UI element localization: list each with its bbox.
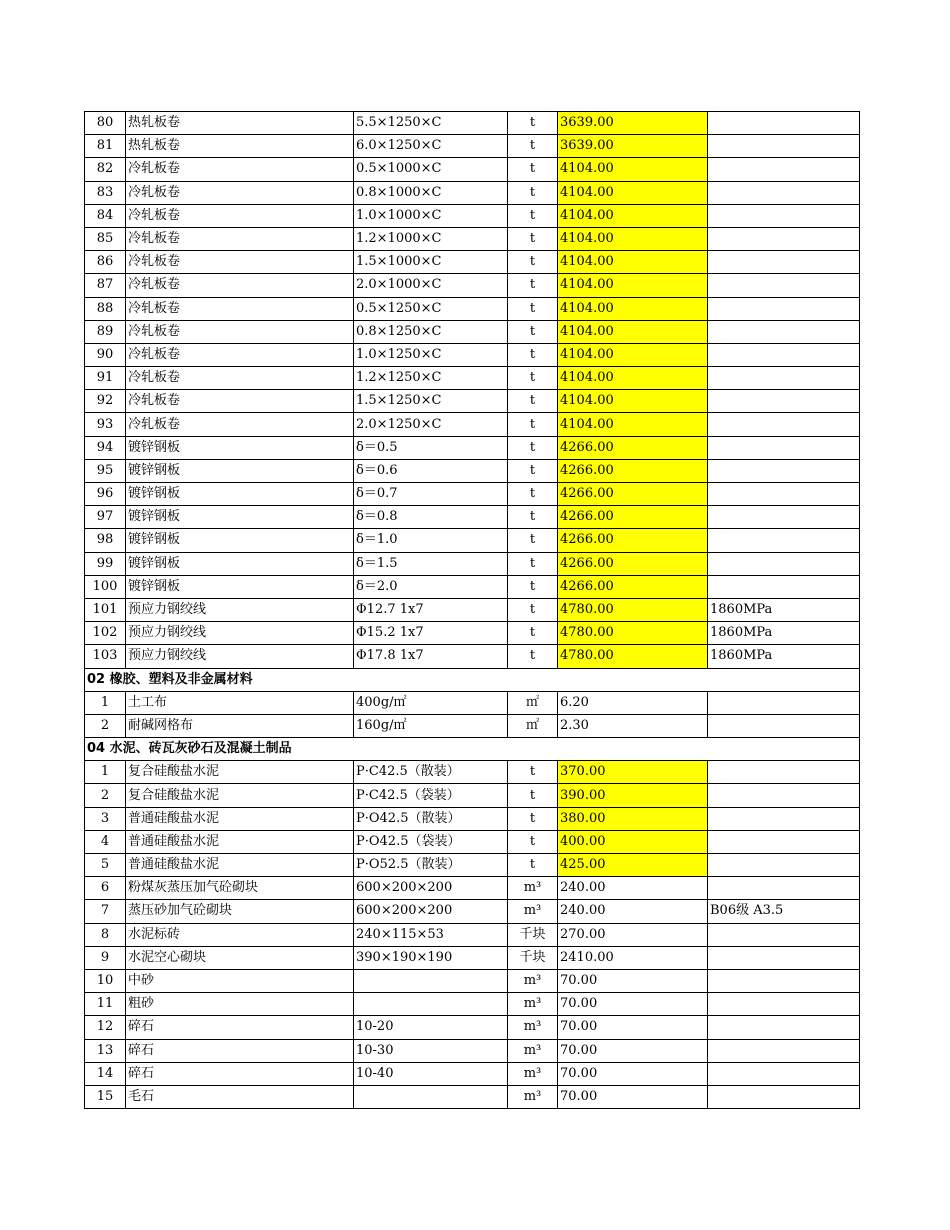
row-number-cell[interactable]: 83 <box>85 181 126 204</box>
table-row <box>85 993 860 1016</box>
note-cell[interactable] <box>708 923 860 946</box>
price-cell[interactable]: 4104.00 <box>558 274 708 297</box>
price-cell[interactable]: 4104.00 <box>558 204 708 227</box>
unit-cell[interactable]: t <box>508 413 558 436</box>
unit-cell[interactable]: t <box>508 436 558 459</box>
row-number-cell[interactable]: 88 <box>85 297 126 320</box>
material-name-cell[interactable]: 镀锌钢板 <box>126 575 354 598</box>
unit-cell[interactable]: t <box>508 575 558 598</box>
spec-cell[interactable]: 2.0×1250×C <box>354 413 508 436</box>
table-row <box>85 459 860 482</box>
material-name-cell[interactable]: 镀锌钢板 <box>126 483 354 506</box>
unit-cell[interactable]: t <box>508 830 558 853</box>
row-number-cell[interactable]: 98 <box>85 529 126 552</box>
price-cell[interactable]: 70.00 <box>558 1016 708 1039</box>
spec-cell[interactable]: δ＝2.0 <box>354 575 508 598</box>
price-cell[interactable]: 4266.00 <box>558 529 708 552</box>
price-table <box>84 111 860 1109</box>
unit-cell[interactable]: m³ <box>508 900 558 923</box>
price-cell[interactable]: 390.00 <box>558 784 708 807</box>
unit-cell[interactable]: t <box>508 274 558 297</box>
spec-cell[interactable]: P·C42.5（袋装） <box>354 784 508 807</box>
note-cell[interactable] <box>708 367 860 390</box>
material-name-cell[interactable]: 冷轧板卷 <box>126 367 354 390</box>
table-row <box>85 552 860 575</box>
unit-cell[interactable]: m³ <box>508 1085 558 1108</box>
spec-cell[interactable]: 600×200×200 <box>354 900 508 923</box>
row-number-cell[interactable]: 9 <box>85 946 126 969</box>
table-row <box>85 529 860 552</box>
row-number-cell[interactable]: 3 <box>85 807 126 830</box>
price-cell[interactable]: 4104.00 <box>558 390 708 413</box>
spec-cell[interactable]: P·O52.5（散装） <box>354 854 508 877</box>
note-cell[interactable] <box>708 761 860 784</box>
material-name-cell[interactable]: 冷轧板卷 <box>126 343 354 366</box>
material-name-cell[interactable]: 碎石 <box>126 1039 354 1062</box>
table-row <box>85 1062 860 1085</box>
unit-cell[interactable]: ㎡ <box>508 714 558 737</box>
material-name-cell[interactable]: 冷轧板卷 <box>126 158 354 181</box>
spec-cell[interactable]: 2.0×1000×C <box>354 274 508 297</box>
price-cell[interactable]: 4104.00 <box>558 251 708 274</box>
row-number-cell[interactable]: 89 <box>85 320 126 343</box>
table-row <box>85 877 860 900</box>
material-name-cell[interactable]: 碎石 <box>126 1062 354 1085</box>
material-name-cell[interactable]: 水泥空心砌块 <box>126 946 354 969</box>
spec-cell[interactable]: 400g/㎡ <box>354 691 508 714</box>
unit-cell[interactable]: t <box>508 483 558 506</box>
price-cell[interactable]: 240.00 <box>558 877 708 900</box>
material-name-cell[interactable]: 冷轧板卷 <box>126 320 354 343</box>
table-row <box>85 181 860 204</box>
row-number-cell[interactable]: 2 <box>85 714 126 737</box>
unit-cell[interactable]: t <box>508 529 558 552</box>
unit-cell[interactable]: t <box>508 135 558 158</box>
row-number-cell[interactable]: 86 <box>85 251 126 274</box>
table-row <box>85 969 860 992</box>
material-name-cell[interactable]: 冷轧板卷 <box>126 297 354 320</box>
spec-cell[interactable]: P·O42.5（散装） <box>354 807 508 830</box>
spec-cell[interactable]: δ＝0.7 <box>354 483 508 506</box>
note-cell[interactable] <box>708 830 860 853</box>
price-cell[interactable]: 4266.00 <box>558 575 708 598</box>
unit-cell[interactable]: m³ <box>508 969 558 992</box>
spec-cell[interactable]: Φ12.7 1x7 <box>354 598 508 621</box>
table-row <box>85 946 860 969</box>
note-cell[interactable] <box>708 1039 860 1062</box>
row-number-cell[interactable]: 13 <box>85 1039 126 1062</box>
price-cell[interactable]: 4104.00 <box>558 227 708 250</box>
note-cell[interactable] <box>708 1085 860 1108</box>
material-name-cell[interactable]: 普通硅酸盐水泥 <box>126 830 354 853</box>
section-title[interactable]: 04 水泥、砖瓦灰砂石及混凝土制品 <box>85 738 860 761</box>
material-name-cell[interactable]: 土工布 <box>126 691 354 714</box>
material-name-cell[interactable]: 碎石 <box>126 1016 354 1039</box>
unit-cell[interactable]: t <box>508 112 558 135</box>
price-cell[interactable]: 4780.00 <box>558 598 708 621</box>
note-cell[interactable]: 1860MPa <box>708 622 860 645</box>
spec-cell[interactable]: 10-40 <box>354 1062 508 1085</box>
price-cell[interactable]: 4104.00 <box>558 343 708 366</box>
material-name-cell[interactable]: 热轧板卷 <box>126 112 354 135</box>
material-name-cell[interactable]: 冷轧板卷 <box>126 181 354 204</box>
unit-cell[interactable]: ㎡ <box>508 691 558 714</box>
price-cell[interactable]: 4780.00 <box>558 645 708 668</box>
unit-cell[interactable]: m³ <box>508 1062 558 1085</box>
note-cell[interactable] <box>708 274 860 297</box>
table-row <box>85 622 860 645</box>
material-name-cell[interactable]: 热轧板卷 <box>126 135 354 158</box>
unit-cell[interactable]: 千块 <box>508 946 558 969</box>
table-row <box>85 367 860 390</box>
material-name-cell[interactable]: 耐碱网格布 <box>126 714 354 737</box>
note-cell[interactable] <box>708 436 860 459</box>
row-number-cell[interactable]: 5 <box>85 854 126 877</box>
price-cell[interactable]: 70.00 <box>558 1062 708 1085</box>
table-row <box>85 761 860 784</box>
spec-cell[interactable]: 6.0×1250×C <box>354 135 508 158</box>
unit-cell[interactable]: t <box>508 761 558 784</box>
row-number-cell[interactable]: 80 <box>85 112 126 135</box>
price-cell[interactable]: 70.00 <box>558 969 708 992</box>
table-row <box>85 436 860 459</box>
table-row <box>85 204 860 227</box>
row-number-cell[interactable]: 11 <box>85 993 126 1016</box>
price-cell[interactable]: 370.00 <box>558 761 708 784</box>
table-row <box>85 575 860 598</box>
table-row <box>85 506 860 529</box>
note-cell[interactable] <box>708 529 860 552</box>
note-cell[interactable] <box>708 390 860 413</box>
price-cell[interactable]: 2410.00 <box>558 946 708 969</box>
note-cell[interactable] <box>708 135 860 158</box>
table-row <box>85 390 860 413</box>
table-row <box>85 1016 860 1039</box>
spec-cell[interactable]: 10-20 <box>354 1016 508 1039</box>
unit-cell[interactable]: t <box>508 367 558 390</box>
note-cell[interactable] <box>708 158 860 181</box>
row-number-cell[interactable]: 7 <box>85 900 126 923</box>
section-header-row <box>85 738 860 761</box>
price-cell[interactable]: 3639.00 <box>558 112 708 135</box>
price-table-body <box>85 112 860 1109</box>
price-cell[interactable]: 425.00 <box>558 854 708 877</box>
note-cell[interactable] <box>708 784 860 807</box>
material-name-cell[interactable]: 镀锌钢板 <box>126 552 354 575</box>
table-row <box>85 297 860 320</box>
unit-cell[interactable]: m³ <box>508 1039 558 1062</box>
material-name-cell[interactable]: 粉煤灰蒸压加气砼砌块 <box>126 877 354 900</box>
row-number-cell[interactable]: 103 <box>85 645 126 668</box>
price-cell[interactable]: 380.00 <box>558 807 708 830</box>
price-cell[interactable]: 4104.00 <box>558 297 708 320</box>
table-row <box>85 343 860 366</box>
unit-cell[interactable]: t <box>508 506 558 529</box>
table-row <box>85 807 860 830</box>
note-cell[interactable] <box>708 993 860 1016</box>
note-cell[interactable] <box>708 483 860 506</box>
unit-cell[interactable]: t <box>508 622 558 645</box>
spec-cell[interactable]: δ＝0.5 <box>354 436 508 459</box>
section-header-row <box>85 668 860 691</box>
price-cell[interactable]: 4780.00 <box>558 622 708 645</box>
spec-cell[interactable]: δ＝1.5 <box>354 552 508 575</box>
row-number-cell[interactable]: 1 <box>85 761 126 784</box>
note-cell[interactable]: 1860MPa <box>708 645 860 668</box>
material-name-cell[interactable]: 蒸压砂加气砼砌块 <box>126 900 354 923</box>
unit-cell[interactable]: t <box>508 598 558 621</box>
price-cell[interactable]: 4104.00 <box>558 181 708 204</box>
material-name-cell[interactable]: 镀锌钢板 <box>126 436 354 459</box>
table-row <box>85 251 860 274</box>
row-number-cell[interactable]: 94 <box>85 436 126 459</box>
price-cell[interactable]: 2.30 <box>558 714 708 737</box>
table-row <box>85 714 860 737</box>
unit-cell[interactable]: t <box>508 181 558 204</box>
table-row <box>85 112 860 135</box>
spec-cell[interactable]: 240×115×53 <box>354 923 508 946</box>
row-number-cell[interactable]: 100 <box>85 575 126 598</box>
table-row <box>85 483 860 506</box>
unit-cell[interactable]: t <box>508 854 558 877</box>
material-name-cell[interactable]: 冷轧板卷 <box>126 390 354 413</box>
note-cell[interactable] <box>708 204 860 227</box>
note-cell[interactable] <box>708 343 860 366</box>
note-cell[interactable] <box>708 1062 860 1085</box>
unit-cell[interactable]: t <box>508 390 558 413</box>
table-row <box>85 135 860 158</box>
table-row <box>85 1039 860 1062</box>
material-name-cell[interactable]: 毛石 <box>126 1085 354 1108</box>
row-number-cell[interactable]: 82 <box>85 158 126 181</box>
note-cell[interactable] <box>708 181 860 204</box>
material-name-cell[interactable]: 预应力钢绞线 <box>126 645 354 668</box>
spec-cell[interactable]: 1.0×1250×C <box>354 343 508 366</box>
table-row <box>85 830 860 853</box>
unit-cell[interactable]: 千块 <box>508 923 558 946</box>
price-cell[interactable]: 70.00 <box>558 1039 708 1062</box>
spec-cell[interactable]: 390×190×190 <box>354 946 508 969</box>
spec-cell[interactable] <box>354 1085 508 1108</box>
row-number-cell[interactable]: 81 <box>85 135 126 158</box>
material-name-cell[interactable]: 中砂 <box>126 969 354 992</box>
price-cell[interactable]: 70.00 <box>558 1085 708 1108</box>
row-number-cell[interactable]: 97 <box>85 506 126 529</box>
row-number-cell[interactable]: 90 <box>85 343 126 366</box>
note-cell[interactable] <box>708 251 860 274</box>
spec-cell[interactable]: 160g/㎡ <box>354 714 508 737</box>
spec-cell[interactable]: 0.5×1000×C <box>354 158 508 181</box>
unit-cell[interactable]: t <box>508 807 558 830</box>
note-cell[interactable] <box>708 1016 860 1039</box>
row-number-cell[interactable]: 4 <box>85 830 126 853</box>
material-name-cell[interactable]: 镀锌钢板 <box>126 529 354 552</box>
price-cell[interactable]: 4104.00 <box>558 367 708 390</box>
note-cell[interactable] <box>708 552 860 575</box>
price-cell[interactable]: 3639.00 <box>558 135 708 158</box>
table-row <box>85 645 860 668</box>
unit-cell[interactable]: m³ <box>508 877 558 900</box>
spec-cell[interactable]: 0.8×1250×C <box>354 320 508 343</box>
table-row <box>85 1085 860 1108</box>
spec-cell[interactable]: δ＝1.0 <box>354 529 508 552</box>
spec-cell[interactable]: 10-30 <box>354 1039 508 1062</box>
spec-cell[interactable]: δ＝0.8 <box>354 506 508 529</box>
spec-cell[interactable]: 1.5×1000×C <box>354 251 508 274</box>
price-cell[interactable]: 400.00 <box>558 830 708 853</box>
spec-cell[interactable]: 5.5×1250×C <box>354 112 508 135</box>
table-row <box>85 923 860 946</box>
unit-cell[interactable]: t <box>508 320 558 343</box>
material-name-cell[interactable]: 冷轧板卷 <box>126 204 354 227</box>
material-name-cell[interactable]: 冷轧板卷 <box>126 227 354 250</box>
spec-cell[interactable]: 1.0×1000×C <box>354 204 508 227</box>
row-number-cell[interactable]: 8 <box>85 923 126 946</box>
note-cell[interactable]: B06级 A3.5 <box>708 900 860 923</box>
spec-cell[interactable] <box>354 969 508 992</box>
table-row <box>85 854 860 877</box>
note-cell[interactable] <box>708 297 860 320</box>
note-cell[interactable] <box>708 854 860 877</box>
row-number-cell[interactable]: 95 <box>85 459 126 482</box>
unit-cell[interactable]: t <box>508 784 558 807</box>
row-number-cell[interactable]: 14 <box>85 1062 126 1085</box>
table-row <box>85 274 860 297</box>
spec-cell[interactable] <box>354 993 508 1016</box>
spec-cell[interactable]: 1.5×1250×C <box>354 390 508 413</box>
table-row <box>85 227 860 250</box>
row-number-cell[interactable]: 1 <box>85 691 126 714</box>
table-row <box>85 158 860 181</box>
row-number-cell[interactable]: 85 <box>85 227 126 250</box>
note-cell[interactable] <box>708 413 860 436</box>
note-cell[interactable] <box>708 575 860 598</box>
table-row <box>85 413 860 436</box>
spec-cell[interactable]: Φ15.2 1x7 <box>354 622 508 645</box>
material-name-cell[interactable]: 复合硅酸盐水泥 <box>126 761 354 784</box>
price-cell[interactable]: 4104.00 <box>558 413 708 436</box>
material-name-cell[interactable]: 冷轧板卷 <box>126 251 354 274</box>
spec-cell[interactable]: P·C42.5（散装） <box>354 761 508 784</box>
spec-cell[interactable]: Φ17.8 1x7 <box>354 645 508 668</box>
price-cell[interactable]: 240.00 <box>558 900 708 923</box>
price-cell[interactable]: 70.00 <box>558 993 708 1016</box>
price-cell[interactable]: 4104.00 <box>558 320 708 343</box>
table-row <box>85 691 860 714</box>
table-row <box>85 598 860 621</box>
row-number-cell[interactable]: 84 <box>85 204 126 227</box>
note-cell[interactable] <box>708 227 860 250</box>
table-row <box>85 320 860 343</box>
note-cell[interactable]: 1860MPa <box>708 598 860 621</box>
spec-cell[interactable]: 1.2×1250×C <box>354 367 508 390</box>
unit-cell[interactable]: t <box>508 459 558 482</box>
unit-cell[interactable]: t <box>508 204 558 227</box>
note-cell[interactable] <box>708 969 860 992</box>
row-number-cell[interactable]: 12 <box>85 1016 126 1039</box>
row-number-cell[interactable]: 10 <box>85 969 126 992</box>
price-cell[interactable]: 4266.00 <box>558 483 708 506</box>
note-cell[interactable] <box>708 459 860 482</box>
table-row <box>85 900 860 923</box>
row-number-cell[interactable]: 99 <box>85 552 126 575</box>
material-name-cell[interactable]: 预应力钢绞线 <box>126 598 354 621</box>
row-number-cell[interactable]: 96 <box>85 483 126 506</box>
unit-cell[interactable]: t <box>508 227 558 250</box>
row-number-cell[interactable]: 6 <box>85 877 126 900</box>
material-name-cell[interactable]: 复合硅酸盐水泥 <box>126 784 354 807</box>
price-cell[interactable]: 4104.00 <box>558 158 708 181</box>
spec-cell[interactable]: 600×200×200 <box>354 877 508 900</box>
note-cell[interactable] <box>708 506 860 529</box>
unit-cell[interactable]: t <box>508 158 558 181</box>
spec-cell[interactable]: 0.8×1000×C <box>354 181 508 204</box>
note-cell[interactable] <box>708 877 860 900</box>
material-name-cell[interactable]: 粗砂 <box>126 993 354 1016</box>
material-name-cell[interactable]: 水泥标砖 <box>126 923 354 946</box>
price-cell[interactable]: 270.00 <box>558 923 708 946</box>
note-cell[interactable] <box>708 691 860 714</box>
unit-cell[interactable]: t <box>508 645 558 668</box>
price-cell[interactable]: 4266.00 <box>558 552 708 575</box>
row-number-cell[interactable]: 2 <box>85 784 126 807</box>
material-name-cell[interactable]: 预应力钢绞线 <box>126 622 354 645</box>
price-cell[interactable]: 4266.00 <box>558 436 708 459</box>
unit-cell[interactable]: m³ <box>508 1016 558 1039</box>
unit-cell[interactable]: t <box>508 251 558 274</box>
note-cell[interactable] <box>708 807 860 830</box>
unit-cell[interactable]: t <box>508 343 558 366</box>
unit-cell[interactable]: m³ <box>508 993 558 1016</box>
section-title[interactable]: 02 橡胶、塑料及非金属材料 <box>85 668 860 691</box>
row-number-cell[interactable]: 101 <box>85 598 126 621</box>
row-number-cell[interactable]: 102 <box>85 622 126 645</box>
material-name-cell[interactable]: 镀锌钢板 <box>126 459 354 482</box>
note-cell[interactable] <box>708 320 860 343</box>
spec-cell[interactable]: δ＝0.6 <box>354 459 508 482</box>
row-number-cell[interactable]: 92 <box>85 390 126 413</box>
spec-cell[interactable]: 1.2×1000×C <box>354 227 508 250</box>
material-name-cell[interactable]: 普通硅酸盐水泥 <box>126 854 354 877</box>
unit-cell[interactable]: t <box>508 552 558 575</box>
price-cell[interactable]: 4266.00 <box>558 506 708 529</box>
note-cell[interactable] <box>708 112 860 135</box>
material-name-cell[interactable]: 冷轧板卷 <box>126 413 354 436</box>
price-cell[interactable]: 6.20 <box>558 691 708 714</box>
note-cell[interactable] <box>708 946 860 969</box>
material-name-cell[interactable]: 冷轧板卷 <box>126 274 354 297</box>
note-cell[interactable] <box>708 714 860 737</box>
row-number-cell[interactable]: 15 <box>85 1085 126 1108</box>
row-number-cell[interactable]: 87 <box>85 274 126 297</box>
row-number-cell[interactable]: 91 <box>85 367 126 390</box>
material-name-cell[interactable]: 镀锌钢板 <box>126 506 354 529</box>
material-name-cell[interactable]: 普通硅酸盐水泥 <box>126 807 354 830</box>
row-number-cell[interactable]: 93 <box>85 413 126 436</box>
spec-cell[interactable]: P·O42.5（袋装） <box>354 830 508 853</box>
unit-cell[interactable]: t <box>508 297 558 320</box>
table-row <box>85 784 860 807</box>
price-cell[interactable]: 4266.00 <box>558 459 708 482</box>
spec-cell[interactable]: 0.5×1250×C <box>354 297 508 320</box>
